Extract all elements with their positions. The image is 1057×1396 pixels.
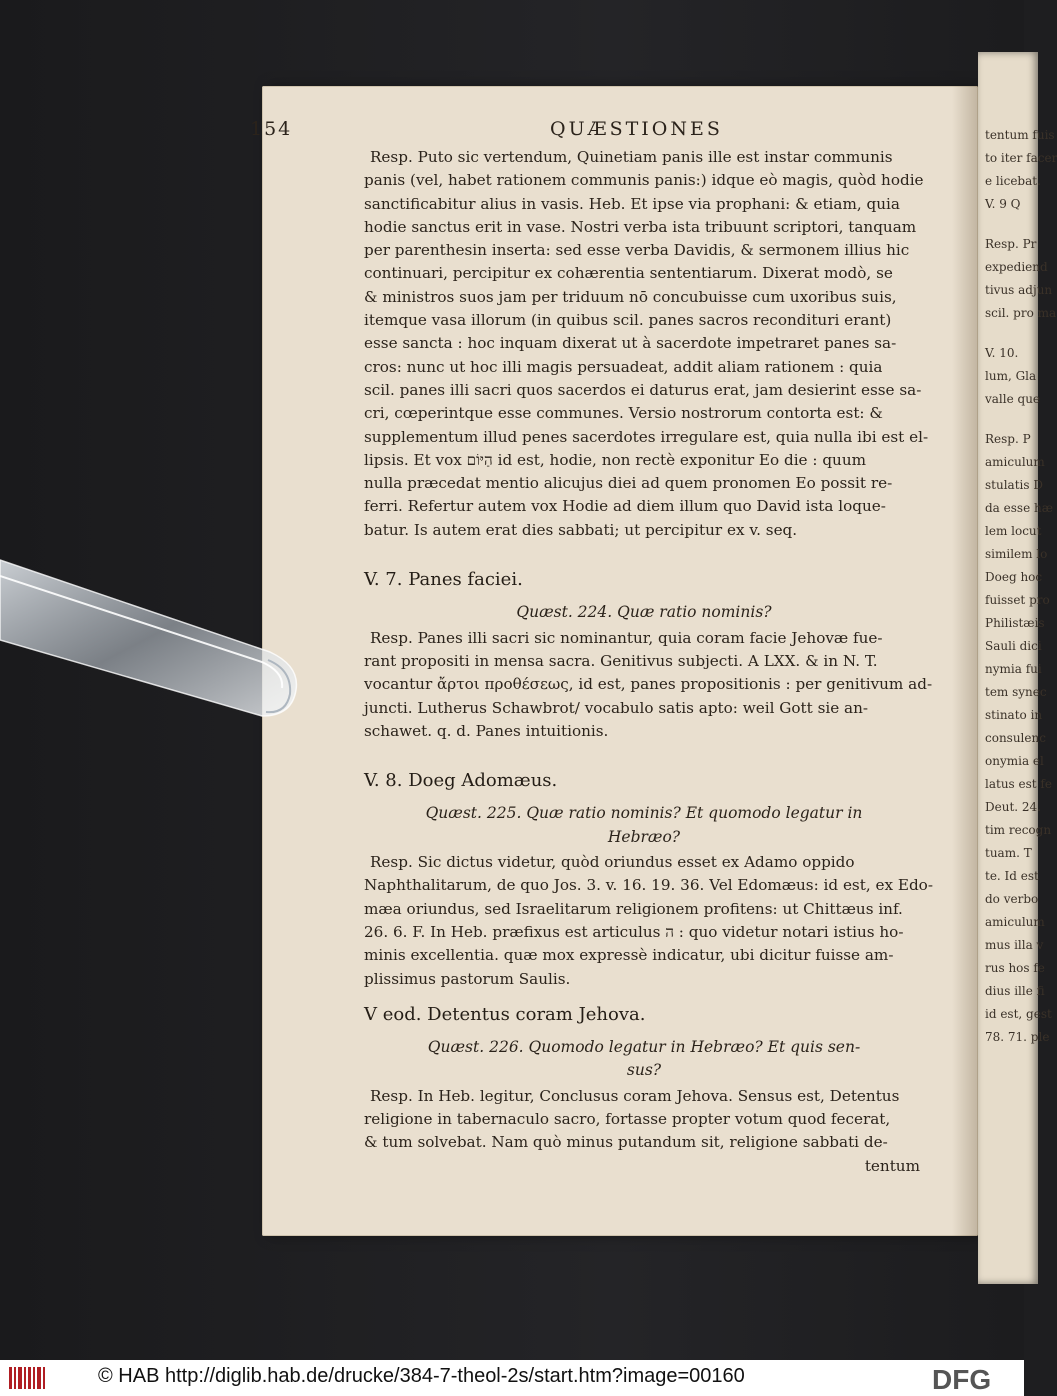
margin-fragment: Philistæis [985,616,1045,630]
text-line: cri, cœperintque esse communes. Versio nostrorum contorta est: & [364,404,883,423]
text-line: Resp. Panes illi sacri sic nominantur, quia coram facie Jehovæ fue- [370,628,883,647]
text-line: mæa oriundus, sed Israelitarum religionem profitens: ut Chittæus inf. [364,899,903,918]
paragraph-response-223 [364,146,929,542]
text-line: Resp. Sic dictus videtur, quòd oriundus esset ex Adamo oppido [370,853,855,872]
text-line: sanctificabitur alius in vasis. Heb. Et ipse via prophani: & etiam, quia [364,194,900,213]
page-body [364,146,933,1178]
margin-fragment: V. 10. [985,346,1019,360]
section-heading-v-eod: V eod. Detentus coram Jehova. [364,1003,646,1025]
question-225 [364,802,924,849]
margin-fragment: tentum fuis [985,128,1055,142]
section-heading-v8: V. 8. Doeg Adomæus. [364,770,558,792]
footer-bar [0,1360,1024,1396]
text-line: religione in tabernaculo sacro, fortasse propter votum quod fecerat, [364,1109,891,1128]
text-line: Naphthalitarum, de quo Jos. 3. v. 16. 19. 36. Vel Edomæus: id est, ex Edo- [364,876,933,895]
margin-fragment: lem locut [985,524,1042,538]
margin-fragment: latus est fe [985,777,1052,791]
margin-fragment: tim recogn [985,823,1052,837]
margin-fragment: similem lo [985,547,1048,561]
running-title: QUÆSTIONES [550,118,723,140]
section-heading-v7: V. 7. Panes faciei. [364,569,523,591]
margin-fragment: Sauli dici [985,639,1042,653]
text-line: minis excellentia. quæ mox expressè indicatur, ubi dicitur fuisse am- [364,946,894,965]
text-line: itemque vasa illorum (in quibus scil. panes sacros reconditurі erant) [364,311,892,330]
text-line: per parenthesin inserta: sed esse verba Davidis, & sermonem illius hic [364,241,910,260]
margin-fragment: tivus adjun [985,283,1053,297]
margin-fragment: rus hos fe [985,961,1045,975]
text-line: esse sancta : hoc inquam dixerat ut à sacerdote impetraret panes sa- [364,334,897,353]
text-line: cros: nunc ut hoc illi magis persuadeat, addit aliam rationem : quia [364,357,883,376]
margin-fragment: da esse hæ [985,501,1053,515]
text-line: nulla præcedat mentio alicujus diei ad quem pronomen Eo possit re- [364,474,893,493]
text-line: batur. Is autem erat dies sabbati; ut percipitur ex v. seq. [364,520,798,539]
paragraph-response-226 [364,1085,924,1155]
text-line: & ministros suos jam per triduum nō concubuisse cum uxoribus suis, [364,287,897,306]
text-line: sus? [626,1061,662,1080]
text-line: Resp. Puto sic vertendum, Quinetiam panis ille est instar communis [370,148,893,166]
margin-fragment: te. Id est [985,869,1039,883]
margin-fragment: tem synec [985,685,1047,699]
margin-fragment: 78. 71. ple [985,1030,1050,1044]
catchword: tentum [864,1156,920,1175]
page-header [250,118,730,142]
svg-text:DFG: DFG [932,1364,992,1395]
margin-fragment: valle que [985,392,1041,406]
margin-fragment: stinato in [985,708,1043,722]
margin-fragment: Deut. 24. [985,800,1041,814]
folio-number: 154 [250,118,293,140]
margin-fragment: mus illa v [985,938,1044,952]
hab-barcode-logo-icon [8,1365,46,1391]
margin-fragment: do verbo [985,892,1039,906]
margin-fragment: e licebat. [985,174,1041,188]
margin-fragment: lum, Gla [985,369,1037,383]
margin-fragment: Resp. Pr [985,237,1037,251]
margin-fragment: Resp. P [985,432,1031,446]
text-line: Resp. In Heb. legitur, Conclusus coram Jehova. Sensus est, Detentus [370,1086,900,1105]
margin-fragment: id est, gest [985,1007,1052,1021]
text-line: scil. panes illi sacri quos sacerdos ei daturus erat, jam desierint esse sa- [364,380,922,399]
text-line: rant propositi in mensa sacra. Genitivus subjecti. A LXX. & in N. T. [364,651,878,670]
text-line: panis (vel, habet rationem communis panis:) idque eò magis, quòd hodie [364,171,924,190]
margin-fragment: nymia fui [985,662,1042,676]
text-line: Hebræo? [607,827,681,846]
next-page-edge [978,52,1057,1284]
next-page-margin-text [978,52,1057,1044]
margin-fragment: amiculum [985,915,1045,929]
dfg-logo-icon [930,1364,1018,1395]
text-line: continuari, percipitur ex cohærentia sententiarum. Dixerat modò, se [364,264,893,283]
text-line: ferri. Refertur autem vox Hodie ad diem illum quo David ista loque- [364,497,886,516]
margin-fragment: dius ille fi [985,984,1045,998]
margin-fragment: Doeg hoc [985,570,1043,584]
margin-fragment: fuisset pro [985,593,1050,607]
margin-fragment: tuam. T [985,846,1032,860]
paragraph-response-224 [364,627,933,743]
margin-fragment: V. 9 Q [985,197,1021,211]
paragraph-response-225 [364,851,933,991]
margin-fragment: consulenc [985,731,1046,745]
question-226 [364,1036,924,1083]
copyright-url-text: © HAB http://diglib.hab.de/drucke/384-7-theol-2s/start.htm?image=00160 [98,1365,745,1387]
text-line: 26. 6. F. In Heb. præfixus est articulus ה : quo videtur notari istius ho- [364,922,904,941]
text-line: schawet. q. d. Panes intuitionis. [364,721,609,740]
text-line: supplementum illud penes sacerdotes irregulare est, quia nulla ibi est el- [364,427,929,446]
text-line: lipsis. Et vox הַיּוֹם id est, hodie, non rectè exponitur Eo die : quum [364,450,867,469]
margin-fragment: scil. pro ma [985,306,1057,320]
text-line: & tum solvebat. Nam quò minus putandum sit, religione sabbati de- [364,1133,888,1152]
margin-fragment: expediend [985,260,1048,274]
text-line: juncti. Lutherus Schawbrot/ vocabulo satis apto: weil Gott sie an- [364,698,869,717]
margin-fragment: to iter facer [985,151,1057,165]
text-line: hodie sanctus erit in vase. Nostri verba ista tribuunt scriptori, tanquam [364,217,917,236]
text-line: Quæst. 226. Quomodo legatur in Hebræo? Et quis sen- [427,1038,861,1057]
margin-fragment: onymia el [985,754,1044,768]
text-line: plissimus pastorum Saulis. [364,969,571,988]
margin-fragment: stulatis D [985,478,1043,492]
text-line: Quæst. 225. Quæ ratio nominis? Et quomodo legatur in [425,804,863,823]
margin-fragment: amiculum [985,455,1045,469]
text-line: vocantur ἄρτοι προθέσεως, id est, panes propositionis : per genitivum ad- [364,675,933,694]
question-224: Quæst. 224. Quæ ratio nominis? [516,603,772,622]
